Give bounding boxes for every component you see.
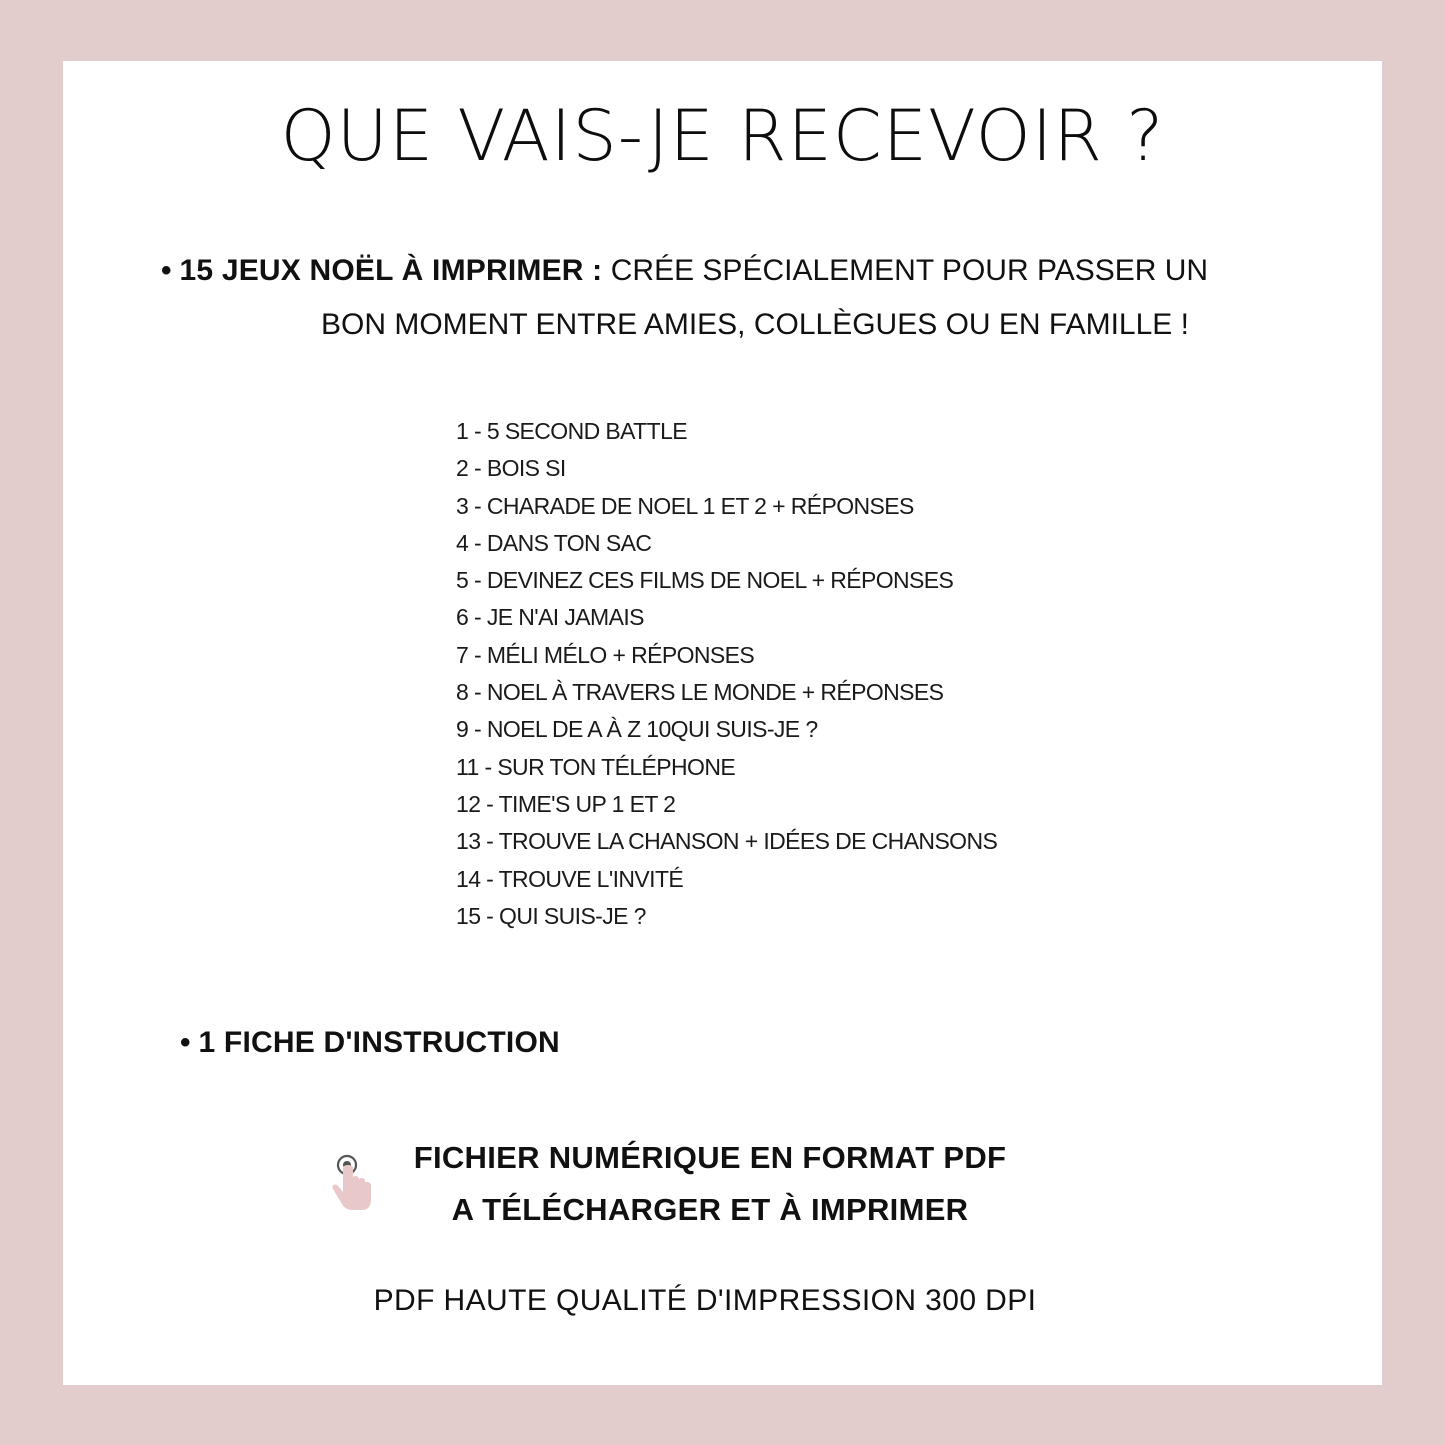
format-line2: A TÉLÉCHARGER ET À IMPRIMER (451, 1192, 969, 1227)
games-description-line1: CRÉE SPÉCIALEMENT POUR PASSER UN (610, 254, 1209, 287)
game-list-item: 6 - JE N'AI JAMAIS (456, 604, 644, 631)
games-description-line2: BON MOMENT ENTRE AMIES, COLLÈGUES OU EN FAMILLE ! (321, 308, 1189, 341)
page-title: QUE VAIS-JE RECEVOIR ? (280, 95, 1165, 177)
bullet-games (161, 244, 1361, 298)
format-line1: FICHIER NUMÉRIQUE EN FORMAT PDF (413, 1140, 1007, 1175)
games-list (456, 413, 997, 935)
game-list-item: 12 - TIME'S UP 1 ET 2 (456, 790, 676, 817)
game-list-item: 3 - CHARADE DE NOEL 1 ET 2 + RÉPONSES (456, 492, 914, 519)
game-list-item: 11 - SUR TON TÉLÉPHONE (456, 753, 736, 780)
game-list-item: 2 - BOIS SI (456, 455, 566, 482)
game-list-item: 7 - MÉLI MÉLO + RÉPONSES (456, 641, 755, 668)
print-quality-note: PDF HAUTE QUALITÉ D'IMPRESSION 300 DPI (373, 1284, 1037, 1317)
game-list-item: 1 - 5 SECOND BATTLE (456, 418, 688, 444)
game-list-item: 14 - TROUVE L'INVITÉ (456, 865, 684, 892)
game-list-item: 9 - NOEL DE A À Z 10QUI SUIS-JE ? (456, 716, 818, 743)
game-list-item: 8 - NOEL À TRAVERS LE MONDE + RÉPONSES (456, 679, 944, 706)
game-list-item: 4 - DANS TON SAC (456, 529, 652, 556)
bullet-instructions (180, 1016, 560, 1070)
instructions-heading: 1 FICHE D'INSTRUCTION (198, 1026, 560, 1059)
game-list-item: 15 - QUI SUIS-JE ? (456, 902, 646, 929)
game-list-item: 13 - TROUVE LA CHANSON + IDÉES DE CHANSONS (456, 828, 998, 855)
bullet-dot: • (180, 1026, 191, 1059)
bullet-dot: • (161, 254, 172, 287)
games-heading: 15 JEUX NOËL À IMPRIMER : (179, 254, 603, 287)
game-list-item: 5 - DEVINEZ CES FILMS DE NOEL + RÉPONSES (456, 567, 954, 594)
file-format-info (0, 1132, 1420, 1236)
